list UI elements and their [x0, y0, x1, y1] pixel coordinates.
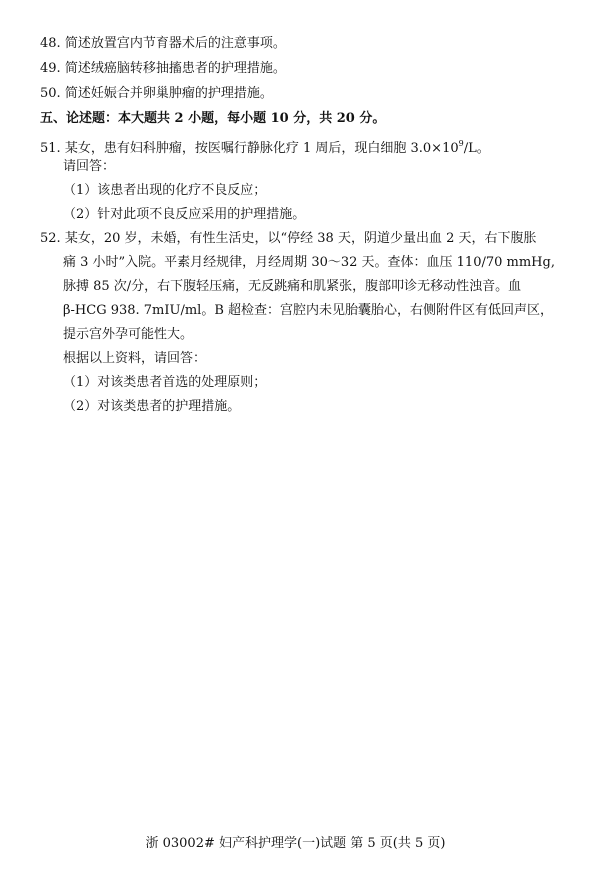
- question-number: 52.: [40, 231, 61, 246]
- question-number: 50.: [40, 86, 61, 101]
- answer-prompt: 根据以上资料，请回答：: [63, 351, 207, 366]
- question-text: 简述绒癌脑转移抽搐患者的护理措施。: [64, 61, 286, 76]
- question-51: [40, 135, 490, 158]
- question-52: [40, 230, 537, 248]
- question-48: [40, 35, 286, 53]
- superscript-exponent: 9: [458, 139, 464, 148]
- question-text-pre: 某女，患有妇科肿瘤，按医嘱行静脉化疗 1 周后，现白细胞 3.0×10: [64, 141, 459, 156]
- question-52-line-4: β-HCG 938. 7mIU/ml。B 超检查：宫腔内未见胎囊胎心，右侧附件区有低回声区，: [63, 303, 554, 318]
- sub-question-2: （2）对该类患者的护理措施。: [63, 399, 241, 414]
- page-footer: 浙 03002# 妇产科护理学(一)试题 第 5 页(共 5 页): [145, 836, 446, 851]
- question-52-line-5: 提示宫外孕可能性大。: [63, 327, 194, 342]
- question-text-post: /L。: [463, 141, 490, 156]
- sub-question-1: （1）该患者出现的化疗不良反应；: [63, 183, 267, 198]
- question-52-line-2: 痛 3 小时”入院。平素月经规律，月经周期 30～32 天。查体：血压 110/70 mmHg,: [63, 255, 555, 270]
- question-52-line-3: 脉搏 85 次/分，右下腹轻压痛，无反跳痛和肌紧张，腹部叩诊无移动性浊音。血: [63, 279, 522, 294]
- section-heading: 五、论述题：本大题共 2 小题，每小题 10 分，共 20 分。: [40, 111, 386, 126]
- question-text: 简述放置宫内节育器术后的注意事项。: [64, 36, 286, 51]
- question-number: 51.: [40, 141, 61, 156]
- answer-prompt: 请回答：: [63, 159, 116, 174]
- sub-question-1: （1）对该类患者首选的处理原则；: [63, 375, 267, 390]
- question-text: 简述妊娠合并卵巢肿瘤的护理措施。: [64, 86, 273, 101]
- question-50: [40, 85, 273, 103]
- sub-question-2: （2）针对此项不良反应采用的护理措施。: [63, 207, 306, 222]
- question-49: [40, 60, 286, 78]
- question-text: 某女，20 岁，未婚，有性生活史，以“停经 38 天，阴道少量出血 2 天，右下腹胀: [64, 231, 537, 246]
- question-number: 48.: [40, 36, 61, 51]
- question-number: 49.: [40, 61, 61, 76]
